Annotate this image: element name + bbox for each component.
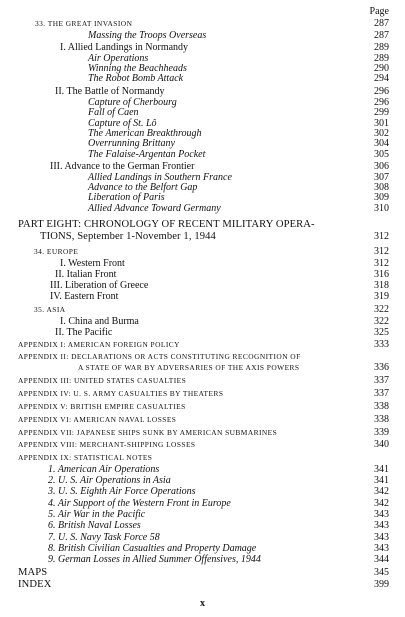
toc-entry	[0, 231, 405, 243]
toc-entry-page: 338	[374, 401, 389, 412]
toc-entry	[0, 388, 405, 400]
toc-entry	[0, 375, 405, 387]
toc-entry-page: 312	[374, 246, 389, 257]
toc-entry-page: 290	[374, 63, 389, 74]
toc-entry	[0, 414, 405, 426]
toc-entry-title: I. Allied Landings in Normandy	[60, 42, 189, 53]
toc-entry	[0, 427, 405, 439]
toc-entry-page: 338	[374, 414, 389, 425]
toc-entry-title: Fall of Caen	[88, 107, 139, 118]
toc-entry-title: A STATE OF WAR BY ADVERSARIES OF THE AXIS POWERS	[78, 363, 300, 372]
toc-entry-title: III. Advance to the German Frontier	[50, 161, 195, 172]
toc-entry	[0, 439, 405, 451]
toc-entry-page: 340	[374, 439, 389, 450]
toc-entry-page: 287	[374, 30, 389, 41]
toc-entry	[0, 520, 405, 532]
toc-entry-page: 337	[374, 388, 389, 399]
toc-entry	[0, 304, 405, 316]
toc-entry-page: 322	[374, 304, 389, 315]
toc-entry-page: 341	[374, 475, 389, 486]
toc-entry-title: The Robot Bomb Attack	[88, 73, 184, 84]
toc-entry-title: IV. Eastern Front	[50, 291, 119, 302]
toc-entry-page: 306	[374, 161, 389, 172]
toc-entry-page: 342	[374, 486, 389, 497]
toc-entry-title: APPENDIX III: UNITED STATES CASUALTIES	[18, 376, 187, 385]
toc-entry	[0, 401, 405, 413]
toc-entry-page: 287	[374, 18, 389, 29]
toc-entry-page: 318	[374, 280, 389, 291]
toc-entry-title: I. China and Burma	[60, 316, 139, 327]
toc-entry	[0, 452, 405, 464]
toc-entry-page: 312	[374, 258, 389, 269]
toc-entry-page: 341	[374, 464, 389, 475]
toc-entry-title: APPENDIX V: BRITISH EMPIRE CASUALTIES	[18, 402, 186, 411]
toc-entry	[0, 30, 405, 42]
toc-entry-title: APPENDIX II: DECLARATIONS OR ACTS CONSTITUTING RECOGNITION OF	[18, 352, 301, 361]
toc-entry-title: 5. Air War in the Pacific	[48, 509, 146, 520]
toc-entry-page: 302	[374, 128, 389, 139]
toc-entry	[0, 567, 405, 579]
toc-entry-title: The Falaise-Argentan Pocket	[88, 149, 206, 160]
toc-entry-title: Capture of Cherbourg	[88, 97, 177, 108]
toc-entry-page: 336	[374, 362, 389, 373]
toc-entry	[0, 554, 405, 566]
toc-entry-page: 342	[374, 498, 389, 509]
toc-entry-title: 7. U. S. Navy Task Force 58	[48, 532, 160, 543]
toc-entry-title: APPENDIX VII: JAPANESE SHIPS SUNK BY AMERICAN SUBMARINES	[18, 428, 278, 437]
toc-entry-title: 9. German Losses in Allied Summer Offensives, 1944	[48, 554, 261, 565]
toc-entry	[0, 73, 405, 85]
toc-entry-title: Overrunning Brittany	[88, 138, 175, 149]
toc-entry-title: APPENDIX VI: AMERICAN NAVAL LOSSES	[18, 415, 177, 424]
toc-entry-page: 319	[374, 291, 389, 302]
toc-entry-page: 325	[374, 327, 389, 338]
toc-entry-title: Allied Advance Toward Germany	[88, 203, 221, 214]
toc-entry-title: 2. U. S. Air Operations in Asia	[48, 475, 171, 486]
toc-entry-page: 304	[374, 138, 389, 149]
toc-entry-title: 8. British Civilian Casualties and Property Damage	[48, 543, 257, 554]
toc-entry-title: Capture of St. Lô	[88, 118, 157, 129]
toc-entry-page: 322	[374, 316, 389, 327]
toc-entry-title: Air Operations	[88, 53, 149, 64]
toc-entry-title: PART EIGHT: CHRONOLOGY OF RECENT MILITARY OPERA-	[18, 219, 315, 230]
toc-entry-title: Massing the Troops Overseas	[88, 30, 207, 41]
toc-entry-title: 1. American Air Operations	[48, 464, 160, 475]
toc-entry-title: INDEX	[18, 579, 52, 590]
toc-entry-page: 339	[374, 427, 389, 438]
toc-entry-title: III. Liberation of Greece	[50, 280, 149, 291]
toc-entry-title: 6. British Naval Losses	[48, 520, 141, 531]
toc-entry	[0, 203, 405, 215]
toc-entry	[0, 291, 405, 303]
toc-entry-page: 301	[374, 118, 389, 129]
toc-entry-title: 35. ASIA	[34, 305, 66, 314]
toc-entry-page: 296	[374, 97, 389, 108]
toc-entry-page: 345	[374, 567, 389, 578]
toc-entry-title: II. The Pacific	[55, 327, 113, 338]
toc-entry-page: 337	[374, 375, 389, 386]
toc-entry-page: 343	[374, 543, 389, 554]
toc-entry-title: 34. EUROPE	[34, 247, 79, 256]
toc-entry-title: APPENDIX VIII: MERCHANT-SHIPPING LOSSES	[18, 440, 196, 449]
toc-entry-title: Advance to the Belfort Gap	[88, 182, 198, 193]
toc-entry-page: 299	[374, 107, 389, 118]
toc-entry-page: 343	[374, 509, 389, 520]
toc-entry-title: II. The Battle of Normandy	[55, 86, 165, 97]
toc-entry-page: 294	[374, 73, 389, 84]
page-column-header	[0, 6, 405, 18]
toc-entry-title: The American Breakthrough	[88, 128, 202, 139]
toc-entry-title: APPENDIX I: AMERICAN FOREIGN POLICY	[18, 340, 180, 349]
toc-entry-title: 4. Air Support of the Western Front in Europe	[48, 498, 231, 509]
toc-entry-page: 305	[374, 149, 389, 160]
toc-entry-title: Liberation of Paris	[88, 192, 165, 203]
toc-entry-page: 312	[374, 231, 389, 242]
toc-entry-title: 33. THE GREAT INVASION	[35, 19, 133, 28]
toc-entry	[0, 362, 405, 374]
toc-entry-title: TIONS, September 1-November 1, 1944	[40, 231, 216, 242]
toc-entry-title: II. Italian Front	[55, 269, 117, 280]
toc-entry-title: I. Western Front	[60, 258, 125, 269]
toc-entry-page: 344	[374, 554, 389, 565]
toc-entry-page: 289	[374, 53, 389, 64]
toc-entry-title: MAPS	[18, 567, 48, 578]
toc-entry-page: 399	[374, 579, 389, 590]
toc-entry	[0, 339, 405, 351]
toc-entry-title: APPENDIX IV: U. S. ARMY CASUALTIES BY THEATERS	[18, 389, 224, 398]
toc-entry-page: 343	[374, 532, 389, 543]
toc-entry	[0, 18, 405, 30]
toc-entry-page: 296	[374, 86, 389, 97]
toc-entry	[0, 486, 405, 498]
toc-entry-page: 308	[374, 182, 389, 193]
page-number-footer: x	[200, 598, 205, 609]
toc-entry-page: 310	[374, 203, 389, 214]
toc-entry	[0, 246, 405, 258]
toc-entry-page: 289	[374, 42, 389, 53]
toc-entry-title: Allied Landings in Southern France	[88, 172, 232, 183]
toc-entry	[0, 219, 405, 231]
toc-entry-title: Winning the Beachheads	[88, 63, 187, 74]
toc-entry-page: 316	[374, 269, 389, 280]
page-header-label: Page	[369, 6, 389, 17]
toc-entry-page: 309	[374, 192, 389, 203]
toc-entry-title: APPENDIX IX: STATISTICAL NOTES	[18, 453, 153, 462]
toc-entry	[0, 149, 405, 161]
toc-entry-page: 307	[374, 172, 389, 183]
toc-entry-title: 3. U. S. Eighth Air Force Operations	[48, 486, 196, 497]
toc-entry	[0, 579, 405, 591]
toc-entry-page: 343	[374, 520, 389, 531]
toc-entry-page: 333	[374, 339, 389, 350]
toc-entry	[0, 327, 405, 339]
